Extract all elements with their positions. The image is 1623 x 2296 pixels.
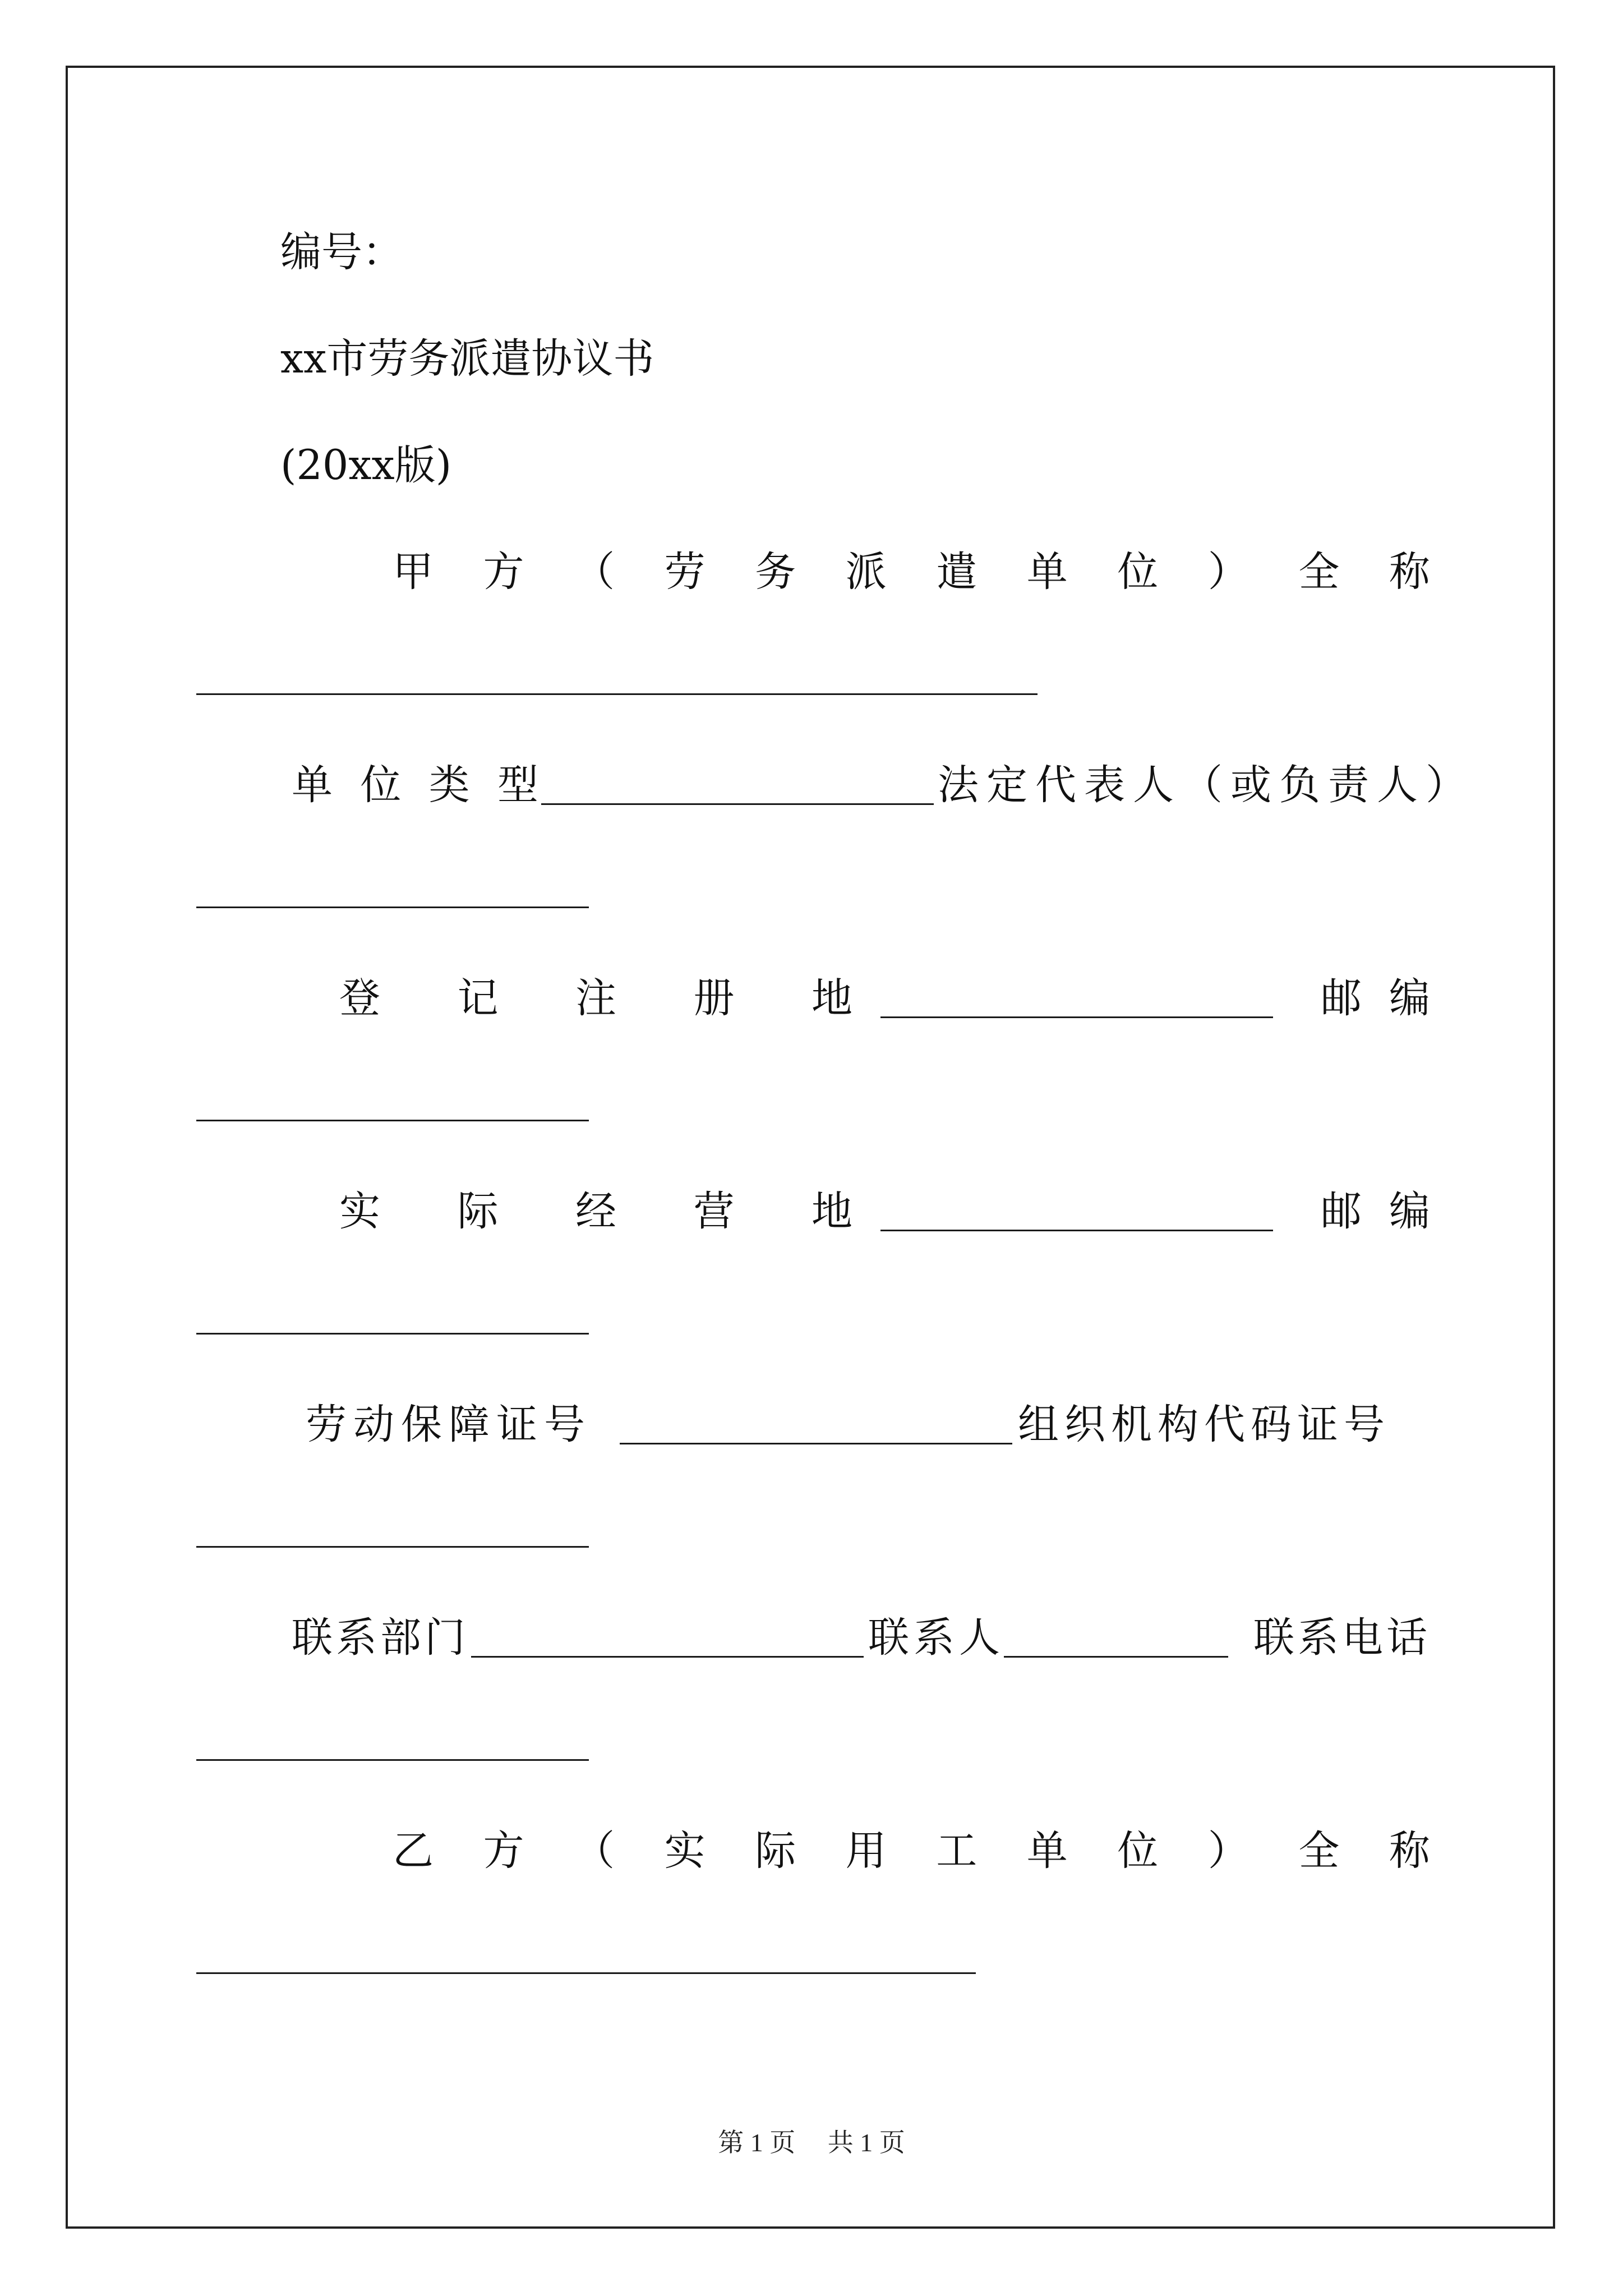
org-code-blank[interactable] xyxy=(196,1546,589,1548)
page-number: 第 1 页 共 1 页 xyxy=(718,2128,905,2157)
doc-number-label: 编号： xyxy=(280,228,403,276)
cert-numbers-line xyxy=(0,1380,1623,1470)
actual-address-line xyxy=(0,1167,1623,1257)
legal-rep-label: 法定代表人（或负责人） xyxy=(938,761,1474,809)
unit-type-line xyxy=(0,740,1623,830)
postcode-label: 邮 编 xyxy=(1321,974,1430,1022)
doc-edition-line xyxy=(0,421,1623,510)
party-a-char: 全 xyxy=(1298,548,1340,596)
doc-number-line xyxy=(0,208,1623,297)
contact-dept-label: 联系部门 xyxy=(292,1614,469,1662)
contact-person-label: 联系人 xyxy=(868,1614,1004,1662)
actual-address-label: 实 际 经 营 地 xyxy=(339,1188,852,1235)
reg-address-label: 登 记 注 册 地 xyxy=(339,974,852,1022)
unit-type-blank[interactable] xyxy=(541,803,934,805)
party-b-char: 实 xyxy=(664,1827,706,1875)
labor-cert-label: 劳动保障证号 xyxy=(306,1401,592,1448)
party-a-char: ） xyxy=(1207,548,1249,596)
party-a-char: （ xyxy=(574,548,615,596)
org-code-label: 组织机构代码证号 xyxy=(1018,1401,1390,1448)
party-a-char: 劳 xyxy=(664,548,706,596)
contact-phone-blank[interactable] xyxy=(196,1759,589,1761)
party-a-char: 称 xyxy=(1389,548,1430,596)
party-b-char: （ xyxy=(574,1827,615,1875)
legal-rep-blank[interactable] xyxy=(196,907,589,908)
postcode-label: 邮 编 xyxy=(1321,1188,1430,1235)
party-b-char: 方 xyxy=(483,1827,524,1875)
party-a-char: 甲 xyxy=(393,548,434,596)
party-b-char: 单 xyxy=(1026,1827,1068,1875)
party-b-char: 全 xyxy=(1298,1827,1340,1875)
contact-line xyxy=(0,1593,1623,1683)
party-a-char: 派 xyxy=(845,548,887,596)
party-a-char: 务 xyxy=(755,548,796,596)
reg-postcode-blank[interactable] xyxy=(196,1120,589,1121)
party-a-char: 遣 xyxy=(936,548,978,596)
party-b-char: 称 xyxy=(1389,1827,1430,1875)
actual-postcode-blank[interactable] xyxy=(196,1333,589,1335)
doc-title-line xyxy=(0,314,1623,404)
reg-address-blank[interactable] xyxy=(880,1016,1273,1018)
doc-edition: (20xx版) xyxy=(280,441,452,489)
actual-address-blank[interactable] xyxy=(880,1230,1273,1231)
party-a-char: 方 xyxy=(483,548,524,596)
party-a-heading xyxy=(393,527,1430,617)
party-b-heading xyxy=(393,1806,1430,1896)
party-a-char: 单 xyxy=(1026,548,1068,596)
labor-cert-blank[interactable] xyxy=(620,1443,1012,1444)
party-a-char: 位 xyxy=(1117,548,1159,596)
unit-type-label: 单 位 类 型 xyxy=(292,761,538,809)
party-b-char: ） xyxy=(1207,1827,1249,1875)
contact-phone-label: 联系电话 xyxy=(1253,1614,1431,1662)
party-b-char: 际 xyxy=(755,1827,796,1875)
contact-person-blank[interactable] xyxy=(1004,1656,1228,1658)
reg-address-line xyxy=(0,954,1623,1043)
doc-title: xx市劳务派遣协议书 xyxy=(280,335,654,383)
party-b-char: 用 xyxy=(845,1827,887,1875)
party-b-char: 工 xyxy=(936,1827,978,1875)
party-b-char: 乙 xyxy=(393,1827,434,1875)
party-b-char: 位 xyxy=(1117,1827,1159,1875)
party-a-heading-line xyxy=(0,527,1623,617)
party-b-heading-line xyxy=(0,1806,1623,1896)
party-b-name-blank[interactable] xyxy=(196,1972,976,1974)
page-footer xyxy=(0,2120,1623,2165)
contact-dept-blank[interactable] xyxy=(471,1656,864,1658)
party-a-name-blank[interactable] xyxy=(196,693,1038,695)
